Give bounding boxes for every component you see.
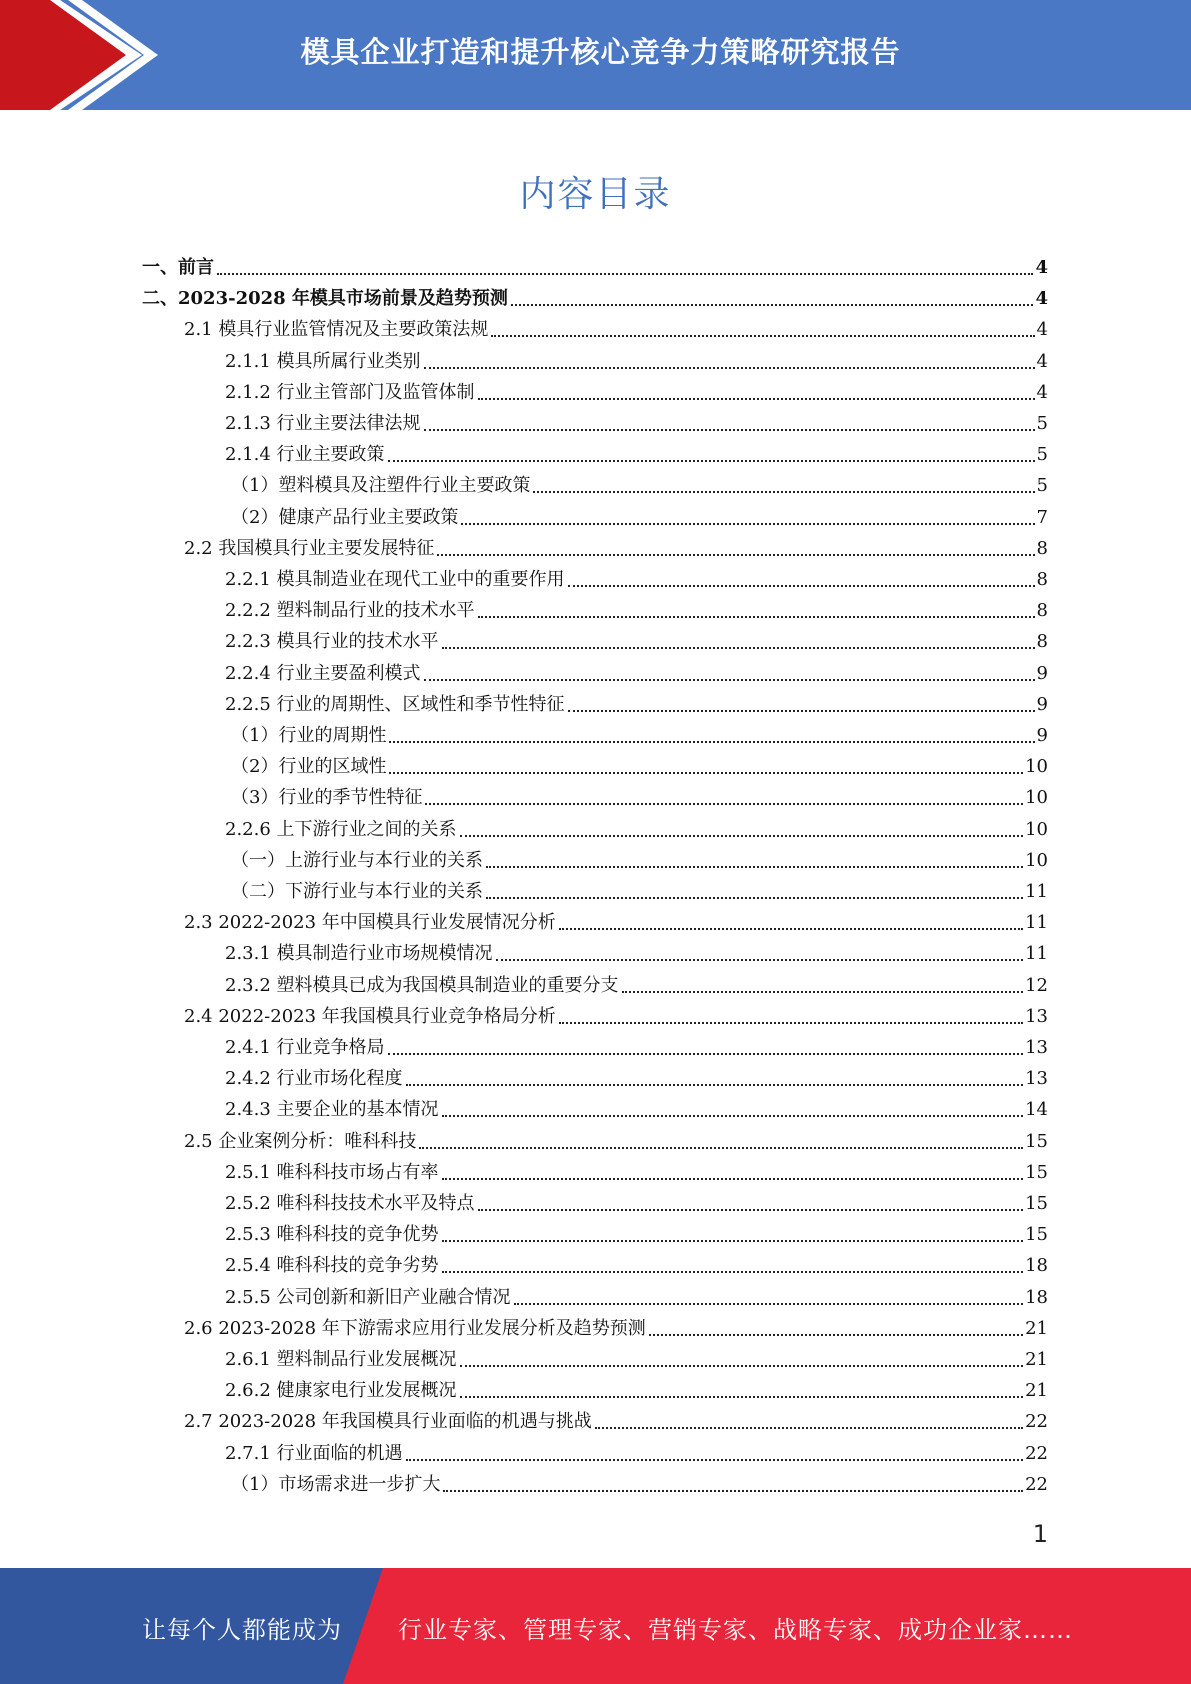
toc-entry-text: 2.6.2 健康家电行业发展概况 [225, 1380, 457, 1402]
toc-entry-text: 2.1.3 行业主要法律法规 [225, 413, 421, 434]
toc-entry-page: 12 [1025, 974, 1048, 996]
toc-dot-leader [568, 585, 1035, 587]
toc-entry[interactable] [225, 1377, 1048, 1405]
toc-entry[interactable] [225, 348, 1048, 376]
toc-dot-leader [478, 616, 1035, 618]
toc-entry-page: 13 [1025, 1037, 1048, 1058]
toc-entry[interactable] [184, 316, 1048, 344]
toc-entry-page: 10 [1025, 756, 1048, 778]
toc-entry-text: （二）下游行业与本行业的关系 [231, 881, 483, 902]
page-header [0, 0, 1191, 110]
toc-entry-page: 11 [1025, 912, 1048, 934]
toc-entry-page: 10 [1025, 787, 1048, 809]
toc-entry-page: 8 [1036, 600, 1048, 622]
toc-entry-page: 9 [1036, 662, 1048, 684]
toc-entry[interactable] [225, 1346, 1048, 1374]
toc-entry-text: 2.1.4 行业主要政策 [225, 444, 385, 466]
toc-dot-leader [419, 1147, 1023, 1149]
toc-entry[interactable] [225, 1065, 1048, 1093]
toc-entry-text: 2.1 模具行业监管情况及主要政策法规 [184, 319, 489, 341]
toc-entry-text: 2.2.4 行业主要盈利模式 [225, 662, 421, 684]
toc-entry[interactable] [225, 660, 1048, 688]
toc-entry[interactable] [225, 410, 1048, 438]
toc-entry-text: 2.7 2023-2028 年我国模具行业面临的机遇与挑战 [184, 1411, 592, 1433]
toc-entry[interactable] [142, 254, 1048, 282]
toc-dot-leader [622, 991, 1024, 993]
toc-entry-text: 2.3.2 塑料模具已成为我国模具制造业的重要分支 [225, 974, 619, 996]
toc-entry-page: 10 [1025, 849, 1048, 871]
toc-entry-page: 13 [1025, 1068, 1048, 1090]
toc-dot-leader [443, 1490, 1023, 1492]
toc-dot-leader [478, 1209, 1024, 1211]
toc-dot-leader [442, 1115, 1024, 1117]
toc-entry-page: 4 [1036, 319, 1048, 341]
toc-entry-page: 8 [1036, 537, 1048, 559]
footer-slogan-right: 行业专家、管理专家、营销专家、战略专家、成功企业家…… [398, 1616, 1073, 1644]
toc-dot-leader [491, 335, 1034, 337]
toc-entry[interactable] [231, 878, 1048, 906]
toc-entry-text: 2.2 我国模具行业主要发展特征 [184, 537, 435, 559]
toc-dot-leader [461, 523, 1034, 525]
toc-entry[interactable] [231, 1471, 1048, 1499]
toc-entry-text: 二、2023-2028 年模具市场前景及趋势预测 [142, 288, 508, 310]
toc-entry[interactable] [225, 816, 1048, 844]
toc-entry-text: 2.7.1 行业面临的机遇 [225, 1442, 403, 1464]
page-number: 1 [1032, 1520, 1048, 1548]
toc-entry-page: 22 [1025, 1442, 1048, 1464]
toc-dot-leader [460, 1365, 1024, 1367]
toc-entry[interactable] [225, 1159, 1048, 1187]
toc-entry-text: （2）健康产品行业主要政策 [231, 506, 459, 528]
toc-dot-leader [568, 710, 1035, 712]
toc-entry[interactable] [184, 909, 1048, 937]
toc-dot-leader [437, 554, 1034, 556]
toc-entry-page: 8 [1036, 569, 1048, 590]
toc-entry-page: 14 [1025, 1099, 1048, 1121]
toc-entry[interactable] [231, 722, 1048, 750]
document-title: 模具企业打造和提升核心竞争力策略研究报告 [300, 35, 901, 69]
toc-entry[interactable] [225, 1284, 1048, 1312]
page-footer [0, 1568, 1191, 1684]
toc-entry-page: 15 [1025, 1161, 1048, 1183]
toc-entry[interactable] [231, 784, 1048, 812]
toc-entry-text: 2.2.6 上下游行业之间的关系 [225, 818, 457, 840]
toc-entry-text: 2.4 2022-2023 年我国模具行业竞争格局分析 [184, 1005, 556, 1027]
toc-entry-text: 2.5.4 唯科科技的竞争劣势 [225, 1255, 439, 1277]
toc-entry-page: 4 [1036, 350, 1048, 372]
toc-entry-text: 2.6.1 塑料制品行业发展概况 [225, 1349, 457, 1370]
toc-entry[interactable] [225, 1252, 1048, 1280]
toc-entry[interactable] [225, 1440, 1048, 1468]
toc-dot-leader [389, 741, 1034, 743]
toc-dot-leader [217, 273, 1033, 275]
toc-dot-leader [442, 647, 1035, 649]
toc-entry-text: （一）上游行业与本行业的关系 [231, 849, 483, 871]
toc-dot-leader [595, 1427, 1023, 1429]
toc-entry[interactable] [225, 1034, 1048, 1062]
toc-entry-text: （3）行业的季节性特征 [231, 787, 423, 809]
toc-entry-text: 2.6 2023-2028 年下游需求应用行业发展分析及趋势预测 [184, 1317, 646, 1339]
toc-entry-page: 18 [1025, 1286, 1048, 1308]
toc-entry[interactable] [231, 504, 1048, 532]
toc-dot-leader [406, 1084, 1024, 1086]
toc-entry[interactable] [225, 379, 1048, 407]
toc-entry-text: 2.2.5 行业的周期性、区域性和季节性特征 [225, 693, 565, 715]
toc-entry-page: 13 [1025, 1005, 1048, 1027]
toc-dot-leader [533, 491, 1034, 493]
toc-heading: 内容目录 [519, 174, 672, 215]
toc-entry-text: 2.5.5 公司创新和新旧产业融合情况 [225, 1286, 511, 1308]
toc-dot-leader [424, 429, 1035, 431]
toc-entry[interactable] [184, 1003, 1048, 1031]
toc-entry-text: 2.4.2 行业市场化程度 [225, 1068, 403, 1090]
toc-entry[interactable] [184, 535, 1048, 563]
toc-entry-text: （2）行业的区域性 [231, 756, 387, 778]
toc-dot-leader [460, 1396, 1024, 1398]
toc-entry-text: 2.5.3 唯科科技的竞争优势 [225, 1224, 439, 1246]
toc-dot-leader [559, 1022, 1023, 1024]
toc-entry-page: 10 [1025, 818, 1048, 840]
toc-entry[interactable] [184, 1315, 1048, 1343]
toc-entry[interactable] [225, 1221, 1048, 1249]
toc-entry-page: 15 [1025, 1224, 1048, 1246]
toc-dot-leader [486, 866, 1023, 868]
toc-entry-text: 2.2.3 模具行业的技术水平 [225, 631, 439, 653]
toc-entry-text: 2.2.1 模具制造业在现代工业中的重要作用 [225, 569, 565, 590]
toc-entry-text: 一、前言 [142, 257, 214, 278]
toc-dot-leader [486, 897, 1023, 899]
toc-entry-text: 2.5.2 唯科科技技术水平及特点 [225, 1193, 475, 1214]
toc-entry-page: 5 [1036, 444, 1048, 466]
toc-entry-page: 21 [1025, 1317, 1048, 1339]
toc-entry-page: 7 [1036, 506, 1048, 528]
toc-dot-leader [511, 304, 1034, 306]
toc-entry[interactable] [231, 472, 1048, 500]
toc-dot-leader [514, 1303, 1024, 1305]
toc-entry[interactable] [225, 628, 1048, 656]
toc-entry-text: （1）市场需求进一步扩大 [231, 1473, 441, 1495]
toc-entry[interactable] [225, 441, 1048, 469]
toc-dot-leader [442, 1271, 1024, 1273]
toc-entry-page: 9 [1036, 725, 1048, 746]
toc-dot-leader [424, 679, 1035, 681]
toc-entry-text: 2.4.1 行业竞争格局 [225, 1037, 385, 1058]
toc-entry-text: 2.5.1 唯科科技市场占有率 [225, 1161, 439, 1183]
toc-entry-page: 5 [1036, 413, 1048, 434]
toc-entry-page: 22 [1025, 1411, 1048, 1433]
toc-entry-page: 22 [1025, 1473, 1048, 1495]
toc-entry[interactable] [225, 1190, 1048, 1218]
toc-entry-text: （1）行业的周期性 [231, 725, 387, 746]
toc-entry[interactable] [225, 1096, 1048, 1124]
toc-entry[interactable] [225, 691, 1048, 719]
toc-dot-leader [496, 959, 1024, 961]
toc-entry-text: 2.5 企业案例分析：唯科科技 [184, 1130, 417, 1152]
toc-dot-leader [425, 803, 1023, 805]
toc-dot-leader [424, 367, 1035, 369]
toc-entry-page: 9 [1036, 693, 1048, 715]
toc-entry-text: 2.2.2 塑料制品行业的技术水平 [225, 600, 475, 622]
toc-entry-page: 4 [1036, 381, 1048, 403]
toc-dot-leader [478, 398, 1035, 400]
toc-entry-page: 4 [1035, 257, 1048, 278]
toc-entry-text: 2.3.1 模具制造行业市场规模情况 [225, 943, 493, 965]
toc-dot-leader [406, 1459, 1024, 1461]
toc-entry[interactable] [225, 597, 1048, 625]
toc-entry-page: 4 [1035, 288, 1048, 310]
toc-dot-leader [389, 772, 1023, 774]
footer-slogan-left: 让每个人都能成为 [142, 1616, 342, 1644]
toc-entry-text: （1）塑料模具及注塑件行业主要政策 [231, 475, 531, 497]
toc-entry[interactable] [225, 940, 1048, 968]
toc-entry-page: 11 [1025, 943, 1048, 965]
toc-dot-leader [388, 1053, 1024, 1055]
toc-entry[interactable] [231, 753, 1048, 781]
toc-dot-leader [559, 928, 1023, 930]
toc-entry-page: 21 [1025, 1380, 1048, 1402]
toc-entry-page: 8 [1036, 631, 1048, 653]
toc-dot-leader [442, 1178, 1024, 1180]
toc-entry-page: 21 [1025, 1349, 1048, 1370]
toc-entry-text: 2.1.2 行业主管部门及监管体制 [225, 381, 475, 403]
toc-dot-leader [460, 835, 1024, 837]
toc-entry-text: 2.1.1 模具所属行业类别 [225, 350, 421, 372]
toc-entry[interactable] [225, 566, 1048, 594]
toc-entry[interactable] [231, 847, 1048, 875]
toc-entry-page: 15 [1025, 1193, 1048, 1214]
toc-entry[interactable] [225, 972, 1048, 1000]
toc-entry[interactable] [184, 1128, 1048, 1156]
toc-dot-leader [442, 1240, 1024, 1242]
toc-dot-leader [649, 1334, 1023, 1336]
toc-entry-page: 5 [1036, 475, 1048, 497]
toc-dot-leader [388, 460, 1035, 462]
toc-entry-page: 18 [1025, 1255, 1048, 1277]
toc-entry[interactable] [184, 1408, 1048, 1436]
toc-entry-page: 11 [1025, 881, 1048, 902]
toc-entry-text: 2.4.3 主要企业的基本情况 [225, 1099, 439, 1121]
toc-entry-page: 15 [1025, 1130, 1048, 1152]
toc-entry[interactable] [142, 285, 1048, 313]
toc-entry-text: 2.3 2022-2023 年中国模具行业发展情况分析 [184, 912, 556, 934]
